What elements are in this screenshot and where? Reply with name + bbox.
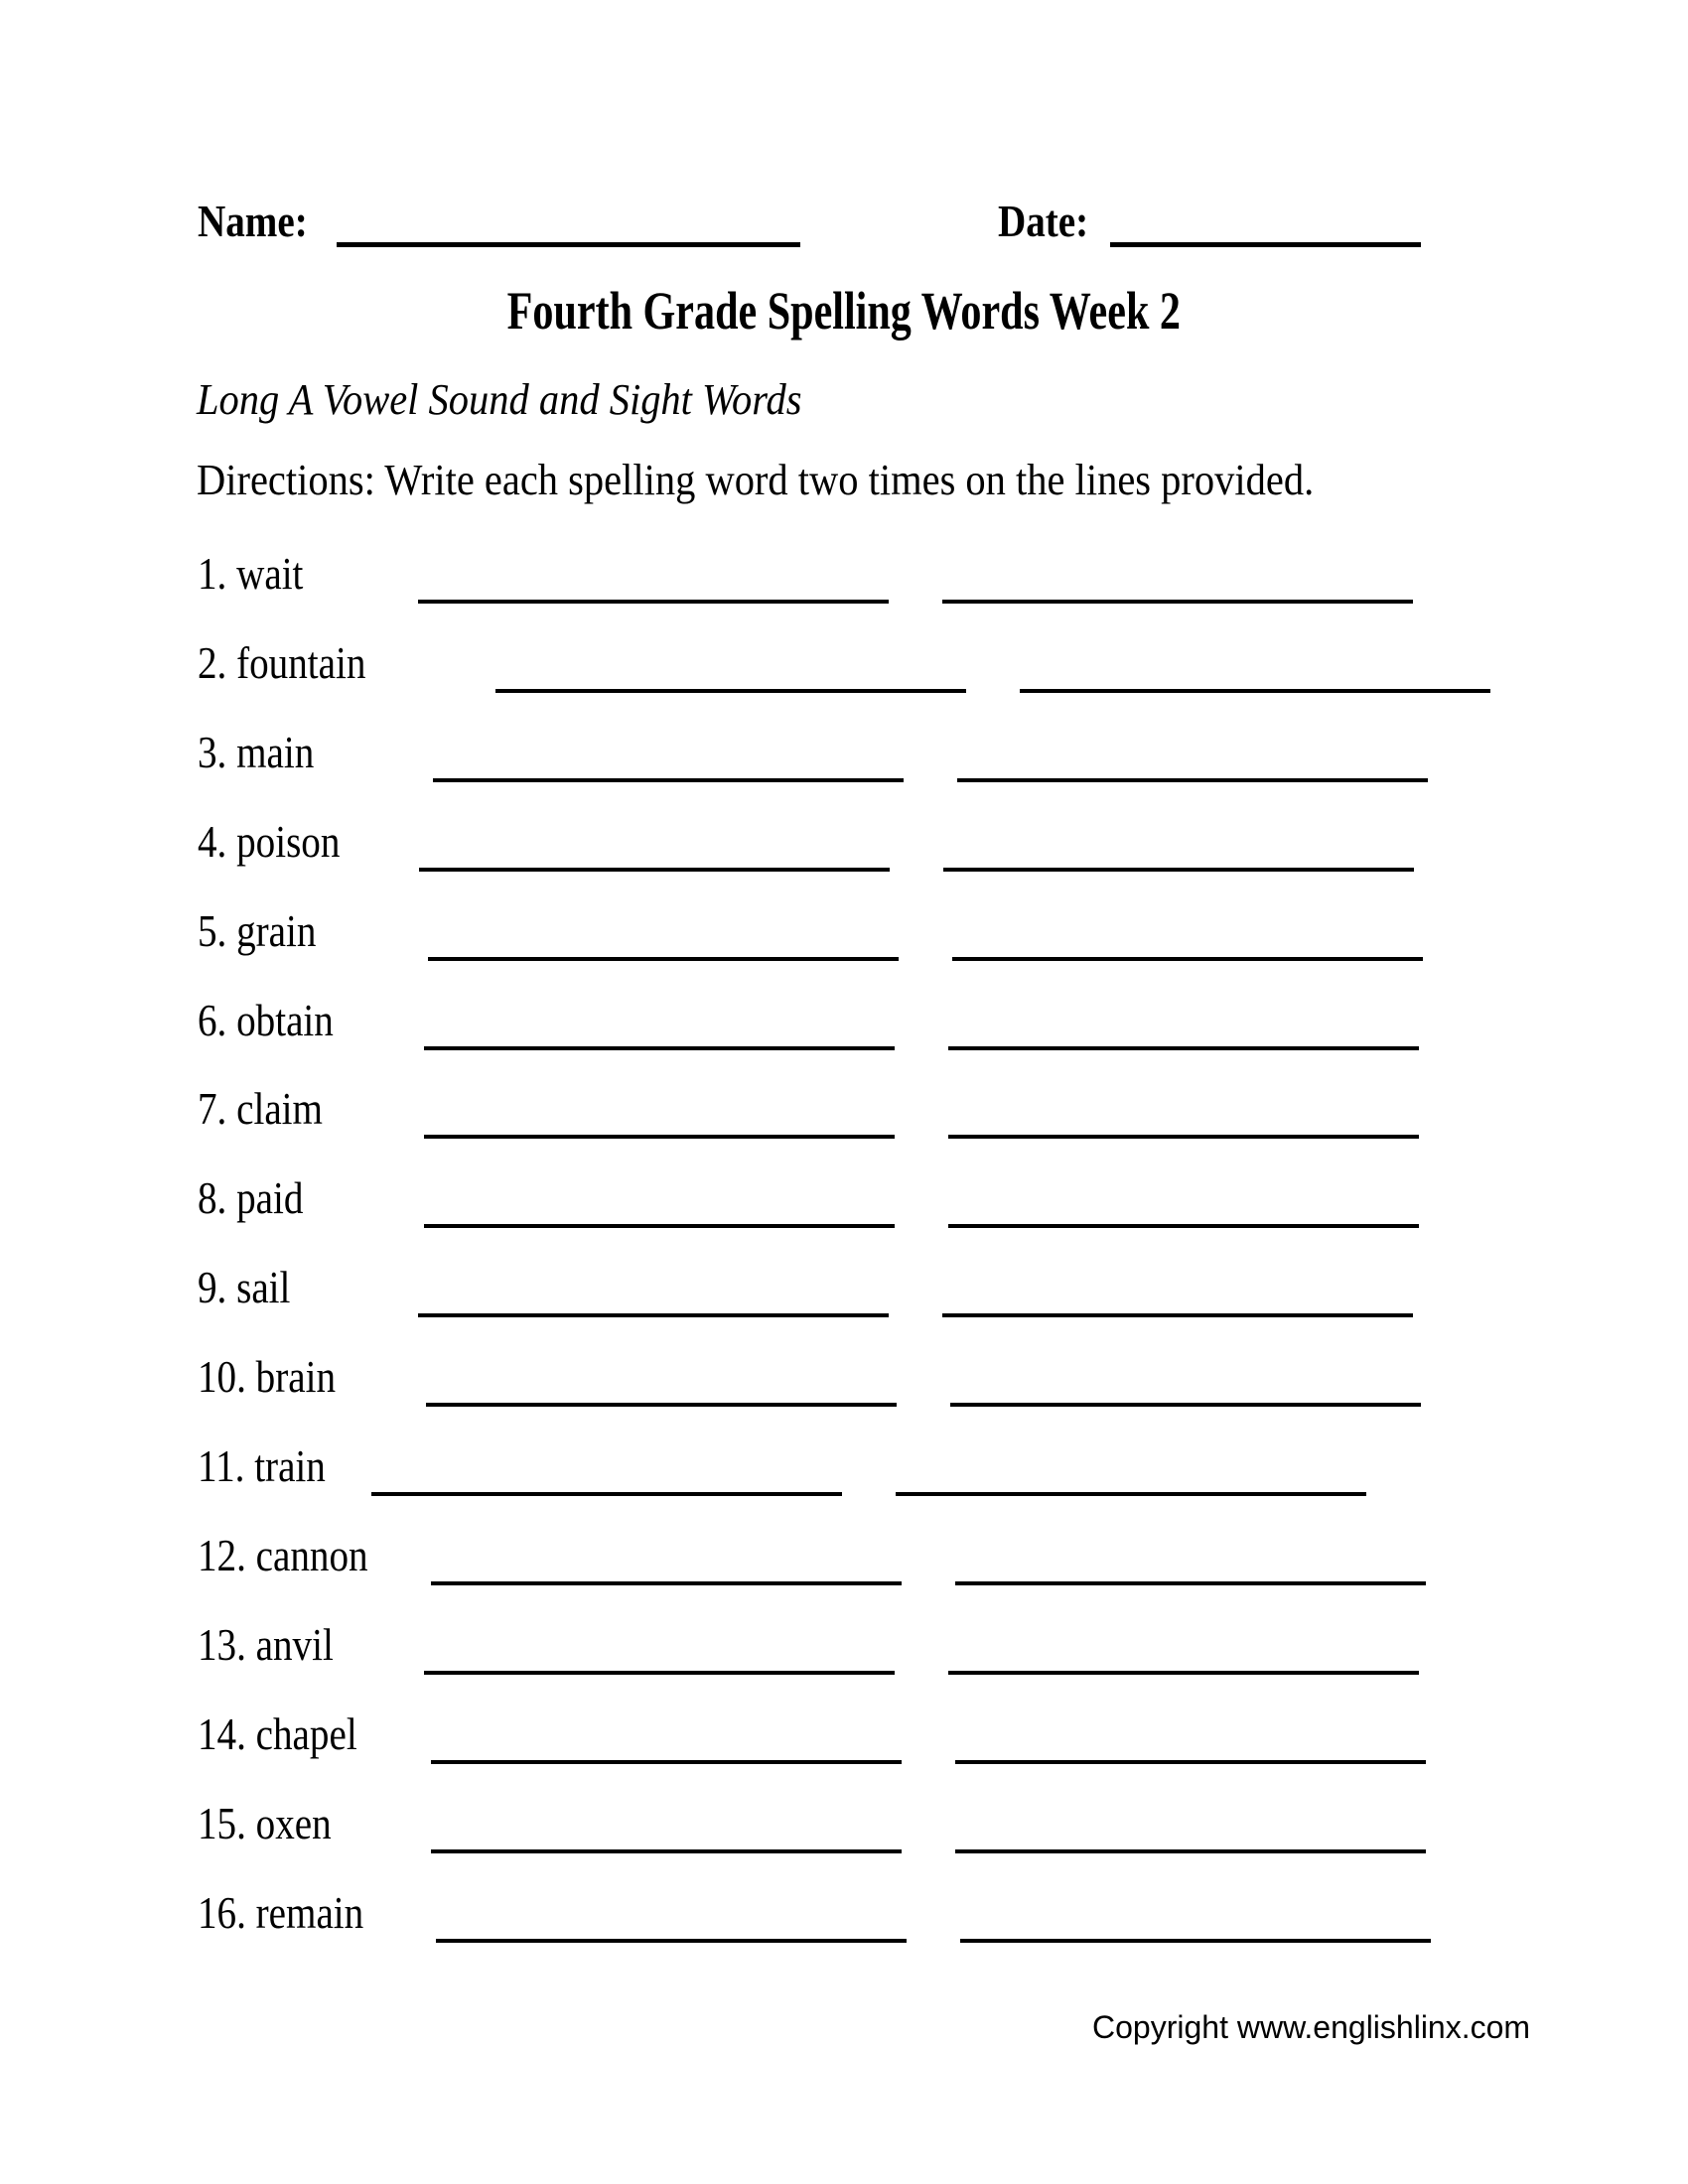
answer-line [957, 778, 1428, 782]
answer-line [426, 1403, 897, 1407]
word-item-text: 2. fountain [198, 637, 366, 688]
answer-line [433, 778, 904, 782]
answer-line [436, 1939, 907, 1943]
word-item-text: 1. wait [198, 548, 304, 599]
answer-line [424, 1671, 895, 1675]
word-item-label [198, 1172, 322, 1223]
answer-line [424, 1135, 895, 1139]
answer-line [950, 1403, 1421, 1407]
answer-line [948, 1046, 1419, 1050]
word-item-label [198, 1530, 398, 1580]
word-item-label [198, 1798, 354, 1848]
answer-line [424, 1046, 895, 1050]
word-item-text: 9. sail [198, 1262, 291, 1312]
word-item-label [198, 1440, 349, 1491]
word-item-label [198, 995, 357, 1045]
word-item-text: 16. remain [198, 1887, 364, 1938]
answer-line [1020, 689, 1490, 693]
answer-line [431, 1760, 902, 1764]
directions-text-inner: Directions: Write each spelling word two times on the lines provided. [197, 456, 1315, 504]
answer-line [955, 1849, 1426, 1853]
word-item-label [198, 816, 365, 867]
word-item-label [198, 548, 322, 599]
answer-line [948, 1671, 1419, 1675]
worksheet-subtitle-text: Long A Vowel Sound and Sight Words [197, 375, 802, 424]
name-label-text: Name: [198, 196, 308, 246]
answer-line [943, 868, 1414, 872]
word-item-label [198, 1262, 307, 1312]
date-label-text: Date: [998, 196, 1089, 246]
answer-line [955, 1760, 1426, 1764]
word-item-text: 3. main [198, 727, 315, 777]
answer-line [428, 957, 899, 961]
word-item-text: 5. grain [198, 905, 317, 956]
answer-line [431, 1849, 902, 1853]
answer-line [955, 1581, 1426, 1585]
word-item-label [198, 1083, 345, 1134]
word-item-text: 8. paid [198, 1172, 304, 1223]
answer-line [948, 1224, 1419, 1228]
answer-line [419, 868, 890, 872]
word-item-text: 7. claim [198, 1083, 323, 1134]
answer-line [495, 689, 966, 693]
word-item-text: 6. obtain [198, 995, 334, 1045]
answer-line [418, 1313, 889, 1317]
answer-line [942, 600, 1413, 604]
answer-line [418, 600, 889, 604]
answer-line [942, 1313, 1413, 1317]
word-item-label [198, 1351, 360, 1402]
word-item-label [198, 727, 335, 777]
word-item-text: 11. train [198, 1440, 326, 1491]
word-item-label [198, 1619, 357, 1670]
answer-line [424, 1224, 895, 1228]
word-item-label [198, 1887, 393, 1938]
answer-line [431, 1581, 902, 1585]
word-item-text: 4. poison [198, 816, 341, 867]
word-item-text: 13. anvil [198, 1619, 334, 1670]
answer-line [960, 1939, 1431, 1943]
word-item-text: 10. brain [198, 1351, 336, 1402]
word-item-label [198, 637, 395, 688]
answer-line [948, 1135, 1419, 1139]
answer-line [952, 957, 1423, 961]
word-item-label [198, 905, 338, 956]
word-item-text: 12. cannon [198, 1530, 368, 1580]
answer-line [896, 1492, 1366, 1496]
page-title-text: Fourth Grade Spelling Words Week 2 [506, 281, 1182, 341]
word-item-text: 14. chapel [198, 1708, 357, 1759]
copyright-text: Copyright www.englishlinx.com [1092, 2009, 1531, 2045]
word-item-text: 15. oxen [198, 1798, 332, 1848]
word-item-label [198, 1708, 385, 1759]
answer-line [371, 1492, 842, 1496]
